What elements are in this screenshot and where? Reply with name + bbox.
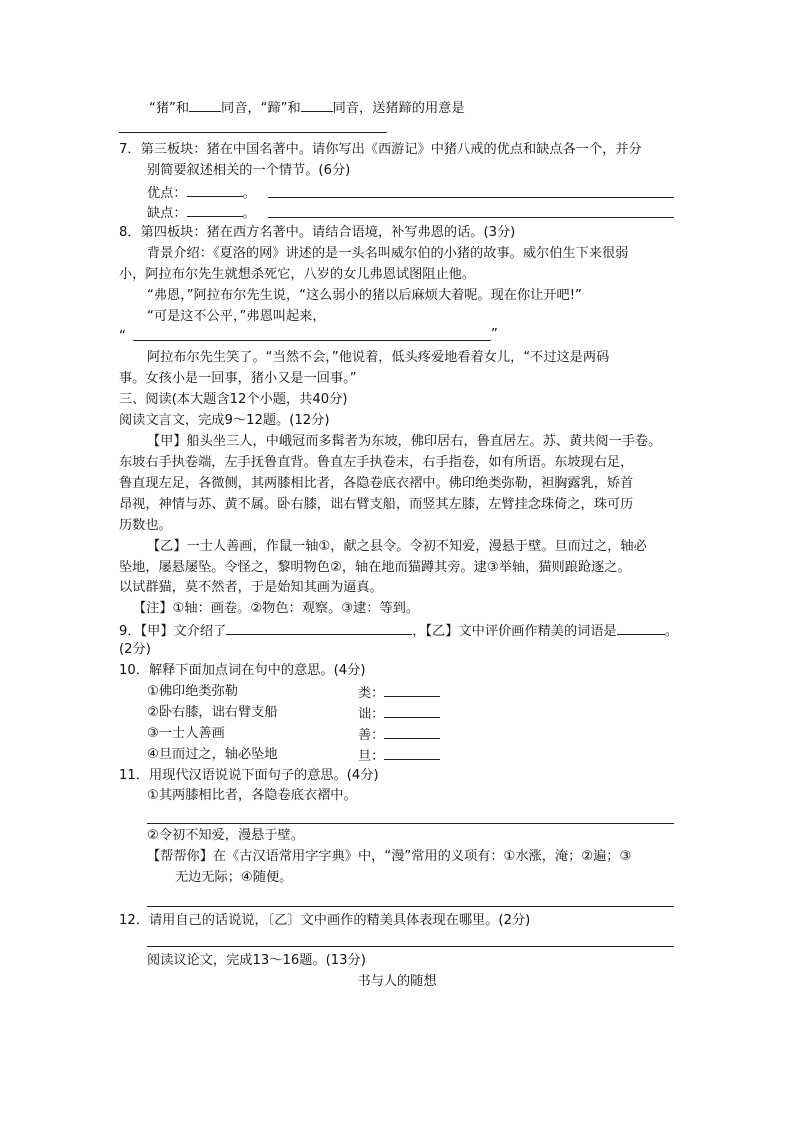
reading-intro: 阅读文言文，完成9～12题。(12分) [119,413,330,428]
argument-intro: 阅读议论文，完成13～16题。(13分) [147,953,366,968]
q10-sentence: ④旦而过之，轴必坠地 [147,747,278,762]
answer-blank[interactable] [189,98,221,112]
answer-line[interactable] [268,217,674,218]
answer-line[interactable] [133,340,491,341]
answer-line[interactable] [268,197,674,198]
q10-term-row: 旦： [358,746,440,766]
answer-blank[interactable] [617,621,665,635]
essay-title: 书与人的随想 [357,974,437,989]
answer-blank[interactable] [384,725,440,739]
paragraph-line: 事。女孩小是一回事，猪小又是一回事。” [119,371,357,386]
passage-jia-line: 东坡右手执卷端，左手抚鲁直背。鲁直左手执卷末，右手指卷，如有所语。东坡现右足， [119,455,634,470]
answer-blank[interactable] [187,183,243,197]
section-heading: 三、阅读(本大题含12个小题，共40分) [119,392,348,407]
answer-line[interactable] [147,823,674,824]
q11-sentence-1: ①其两膝相比者，各隐卷底衣褶中。 [147,788,357,803]
passage-yi-line: 【乙】一士人善画，作鼠一轴①，献之县令。令初不知爱，漫悬于壁。旦而过之，轴必 [147,539,647,554]
q6-fill-line: “猪”和 同音，“蹄”和 同音，送猪蹄的用意是 [149,98,465,118]
question-7-stem: 7．第三板块：猪在中国名著中。请你写出《西游记》中猪八戒的优点和缺点各一个，并分 [119,142,642,157]
answer-line[interactable] [119,132,387,133]
answer-blank[interactable] [301,98,333,112]
passage-jia-line: 历数也。 [119,518,172,533]
q10-sentence: ①佛印绝类弥勒 [147,684,238,699]
answer-blank[interactable] [384,746,440,760]
question-9: 9．【甲】文介绍了 ，【乙】文中评价画作精美的词语是 。 [119,621,678,641]
question-8-stem: 8．第四板块：猪在西方名著中。请结合语境，补写弗恩的话。(3分) [119,225,516,240]
help-tip: 【帮帮你】在《古汉语常用字字典》中，“漫”常用的义项有：①水涨，淹；②遍；③ [147,849,632,864]
answer-blank[interactable] [187,203,243,217]
question-11-stem: 11．用现代汉语说说下面句子的意思。(4分) [119,768,379,783]
answer-line[interactable] [147,946,674,947]
passage-jia-line: 鲁直现左足，各微侧，其两膝相比者，各隐卷底衣褶中。佛印绝类弥勒，袒胸露乳，矫首 [119,476,634,491]
question-12-stem: 12．请用自己的话说说，〔乙〕文中画作的精美具体表现在哪里。(2分) [119,913,531,928]
annotation-note: 【注】①轴：画卷。②物色：观察。③逮：等到。 [133,601,420,616]
passage-jia-line: 【甲】船头坐三人，中峨冠而多髯者为东坡，佛印居右，鲁直居左。苏、黄共阅一手卷。 [147,434,662,449]
paragraph-line: “弗恩，”阿拉布尔先生说，“这么弱小的猪以后麻烦大着呢。现在你让开吧!” [147,288,582,303]
passage-yi-line: 坠地，屡悬屡坠。令怪之，黎明物色②，轴在地而猫蹲其旁。逮③举轴，猫则踉跄逐之。 [119,560,631,575]
q7-merit-row: 优点： 。 [147,183,256,203]
paragraph-line: 小，阿拉布尔先生就想杀死它，八岁的女儿弗恩试图阻止他。 [119,267,476,282]
answer-blank[interactable] [384,704,440,718]
answer-blank[interactable] [384,683,440,697]
passage-jia-line: 昂视，神情与苏、黄不属。卧右膝，诎右臂支船，而竖其左膝，左臂挂念珠倚之，珠可历 [119,497,634,512]
q10-sentence: ②卧右膝，诎右臂支船 [147,705,278,720]
passage-yi-line: 以试群猫，莫不然者，于是始知其画为逼真。 [119,580,383,595]
paragraph-line: 阿拉布尔先生笑了。“当然不会，”他说着，低头疼爱地看着女儿，“不过这是两码 [147,350,610,365]
paragraph-line: “可是这不公平，”弗恩叫起来， [147,309,326,324]
answer-line[interactable] [147,906,674,907]
paragraph-line: 背景介绍：《夏洛的网》讲述的是一头名叫威尔伯的小猪的故事。威尔伯生下来很弱 [147,246,629,261]
question-7-stem-cont: 别简要叙述相关的一个情节。(6分) [147,163,351,178]
open-quote: “ [119,329,126,344]
q10-term-row: 善： [358,725,440,745]
q10-term-row: 诎： [358,704,440,724]
points-label: (2分) [119,642,151,657]
q11-sentence-2: ②令初不知爱，漫悬于壁。 [147,828,304,843]
help-tip-cont: 无边无际；④随便。 [175,870,293,885]
q10-term-row: 类： [358,683,440,703]
question-10-stem: 10．解释下面加点词在句中的意思。(4分) [119,663,366,678]
q7-flaw-row: 缺点： 。 [147,203,256,223]
q10-sentence: ③一士人善画 [147,726,225,741]
close-quote: ” [491,327,498,342]
answer-blank[interactable] [226,621,412,635]
